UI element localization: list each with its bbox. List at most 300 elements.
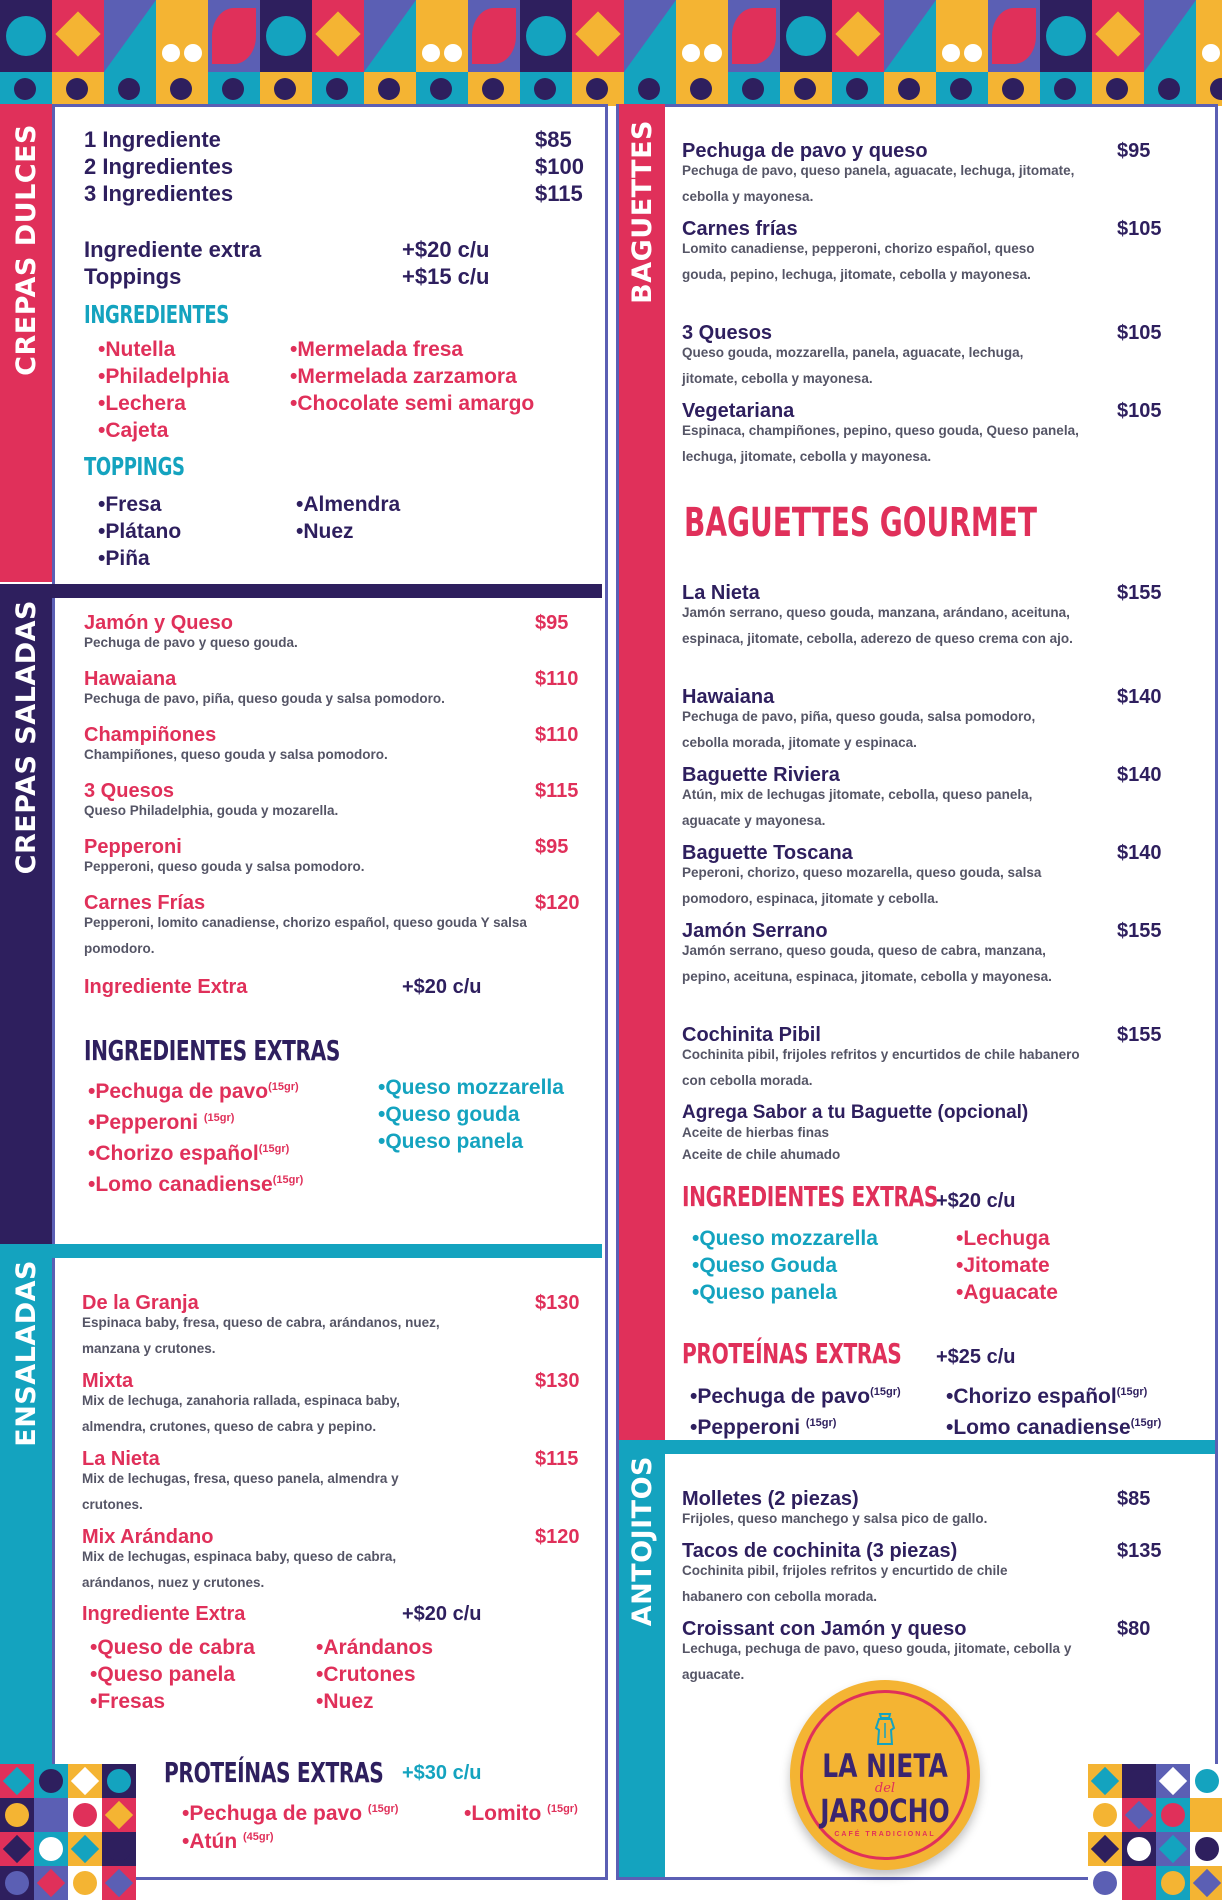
list-item: •Jitomate bbox=[956, 1254, 1050, 1277]
mosaic-cell bbox=[0, 1832, 34, 1866]
menu-item-description: Espinaca, champiñones, pepino, queso gouda, Queso panela, lechuga, jitomate, cebolla y mayonesa. bbox=[682, 423, 1079, 464]
mosaic-circle bbox=[1161, 1871, 1185, 1895]
pattern-tile-lower bbox=[364, 72, 416, 106]
menu-item-price: $120 bbox=[535, 892, 580, 914]
mosaic-circle bbox=[5, 1803, 29, 1827]
menu-item-description: Mix de lechuga, zanahoria rallada, espinaca baby, almendra, crutones, queso de cabra y pepino. bbox=[82, 1393, 400, 1434]
pattern-tile-lower bbox=[260, 72, 312, 106]
list-item: •Queso de cabra bbox=[90, 1636, 255, 1659]
menu-item-name: 3 Quesos bbox=[682, 322, 773, 344]
pattern-dot bbox=[14, 78, 36, 100]
list-item bbox=[88, 1105, 303, 1136]
bg-proteinas-list-right bbox=[946, 1379, 1161, 1441]
menu-item-description: Peperoni, chorizo, queso mozarella, queso gouda, salsa pomodoro, espinaca, jitomate y cebolla. bbox=[682, 865, 1042, 906]
list-item-weight: (15gr) bbox=[870, 1386, 901, 1398]
pattern-tile-upper bbox=[832, 0, 884, 72]
en-proteina-1: •Pechuga de pavo $^{(15gr)}$ bbox=[182, 1802, 399, 1825]
pattern-tile-upper bbox=[260, 0, 312, 72]
mosaic-cell bbox=[1156, 1764, 1190, 1798]
mosaic-circle bbox=[39, 1837, 63, 1861]
pattern-circle bbox=[266, 16, 306, 56]
pattern-dot bbox=[66, 78, 88, 100]
divider-crepas-saladas bbox=[52, 584, 602, 598]
pattern-dot bbox=[184, 44, 202, 62]
mosaic-cell bbox=[0, 1764, 34, 1798]
menu-item-name: 3 Quesos bbox=[84, 780, 175, 802]
mosaic-diamond bbox=[105, 1801, 133, 1829]
pattern-tile bbox=[728, 0, 780, 106]
cs-extra-name: Ingrediente Extra bbox=[84, 976, 248, 998]
mosaic-diamond bbox=[1125, 1801, 1153, 1829]
menu-item-description: Mix de lechugas, espinaca baby, queso de cabra, arándanos, nuez y crutones. bbox=[82, 1549, 397, 1590]
pattern-tile-lower bbox=[624, 72, 676, 106]
size-option-name: 1 Ingrediente bbox=[84, 127, 221, 152]
pattern-tile bbox=[312, 0, 364, 106]
extra-option-price: +$20 c/u bbox=[402, 237, 490, 262]
section-label-baguettes: BAGUETTES bbox=[626, 120, 658, 304]
menu-item-name: Pepperoni bbox=[84, 836, 182, 858]
pattern-tile bbox=[208, 0, 260, 106]
mosaic-cell bbox=[1156, 1798, 1190, 1832]
menu-item-description: Pechuga de pavo y queso gouda. bbox=[84, 635, 298, 650]
menu-item-name: Vegetariana bbox=[682, 400, 795, 422]
list-item-name: •Chorizo español bbox=[946, 1385, 1117, 1408]
list-item-name: •Pechuga de pavo bbox=[88, 1080, 269, 1103]
pattern-tile bbox=[104, 0, 156, 106]
en-extra-price: +$20 c/u bbox=[402, 1603, 482, 1625]
mosaic-cell bbox=[1190, 1798, 1222, 1832]
menu-item-name: Cochinita Pibil bbox=[682, 1024, 821, 1046]
pattern-tile-upper bbox=[1144, 0, 1196, 72]
list-item: •Queso panela bbox=[378, 1130, 524, 1153]
bg-extras-list-left bbox=[692, 1225, 878, 1306]
pattern-tile-upper bbox=[624, 0, 676, 72]
mosaic-circle bbox=[1127, 1769, 1151, 1793]
list-item: •Nutella bbox=[98, 338, 176, 361]
menu-item-price: $135 bbox=[1117, 1540, 1162, 1562]
pattern-tile bbox=[624, 0, 676, 106]
list-item bbox=[946, 1379, 1161, 1410]
pattern-tile-lower bbox=[1144, 72, 1196, 106]
pattern-dot bbox=[704, 44, 722, 62]
pattern-tile-upper bbox=[104, 0, 156, 72]
list-item-weight: (15gr) bbox=[203, 1112, 235, 1124]
pattern-tile bbox=[156, 0, 208, 106]
pattern-tile-lower bbox=[728, 72, 780, 106]
mosaic-diamond bbox=[1159, 1767, 1187, 1795]
menu-item-name: La Nieta bbox=[682, 582, 760, 604]
pattern-tile bbox=[572, 0, 624, 106]
list-item: •Mermelada fresa bbox=[290, 338, 464, 361]
menu-item-name: Baguette Riviera bbox=[682, 764, 840, 786]
pattern-dot bbox=[430, 78, 452, 100]
pattern-tile-upper bbox=[52, 0, 104, 72]
pattern-tile-upper bbox=[988, 0, 1040, 72]
menu-item-price: $80 bbox=[1117, 1618, 1151, 1640]
mosaic-circle bbox=[1127, 1837, 1151, 1861]
mosaic-cell bbox=[1122, 1764, 1156, 1798]
section-label-ensaladas: ENSALADAS bbox=[10, 1260, 42, 1447]
pattern-tile bbox=[1196, 0, 1222, 106]
pattern-dot bbox=[690, 78, 712, 100]
logo-line-4: CAFÉ TRADICIONAL bbox=[834, 1831, 936, 1838]
pattern-tile-lower bbox=[208, 72, 260, 106]
pattern-tile-lower bbox=[104, 72, 156, 106]
pattern-tile-upper bbox=[1040, 0, 1092, 72]
pattern-diamond bbox=[1095, 11, 1140, 56]
pattern-dot bbox=[1158, 78, 1180, 100]
menu-item-price: $155 bbox=[1117, 920, 1162, 942]
mosaic-diamond bbox=[1091, 1835, 1119, 1863]
pattern-dot bbox=[1054, 78, 1076, 100]
pattern-tile-upper bbox=[1092, 0, 1144, 72]
pattern-dot bbox=[742, 78, 764, 100]
list-item: •Crutones bbox=[316, 1663, 416, 1686]
list-item: •Queso mozzarella bbox=[692, 1227, 878, 1250]
menu-item-price: $85 bbox=[1117, 1488, 1151, 1510]
pattern-dot bbox=[274, 78, 296, 100]
pattern-circle bbox=[1046, 16, 1086, 56]
pattern-tile-lower bbox=[884, 72, 936, 106]
menu-item-description: Pechuga de pavo, piña, queso gouda, salsa pomodoro, cebolla morada, jitomate y espinaca. bbox=[682, 709, 1036, 750]
mosaic-cell bbox=[34, 1764, 68, 1798]
pattern-tile bbox=[0, 0, 52, 106]
pattern-dot bbox=[950, 78, 972, 100]
mosaic-circle bbox=[73, 1871, 97, 1895]
mosaic-diamond bbox=[3, 1835, 31, 1863]
list-item: •Arándanos bbox=[316, 1636, 434, 1659]
size-option-price: $115 bbox=[535, 181, 583, 206]
ingredientes-list-left bbox=[98, 336, 229, 444]
pattern-tile-upper bbox=[468, 0, 520, 72]
list-item: •Almendra bbox=[296, 493, 401, 516]
pattern-dot bbox=[170, 78, 192, 100]
pattern-tile bbox=[780, 0, 832, 106]
decorative-mosaic-bottom-right bbox=[1088, 1764, 1222, 1900]
mosaic-cell bbox=[102, 1832, 136, 1866]
pattern-dot bbox=[378, 78, 400, 100]
pattern-triangle bbox=[1144, 0, 1196, 72]
size-option-price: $100 bbox=[535, 154, 584, 179]
divider-antojitos bbox=[619, 1440, 1215, 1454]
en-extras-list-left bbox=[90, 1634, 255, 1715]
list-item bbox=[88, 1074, 303, 1105]
mosaic-cell bbox=[68, 1866, 102, 1900]
list-item-name: •Pepperoni bbox=[690, 1416, 806, 1439]
menu-item-price: $140 bbox=[1117, 686, 1162, 708]
menu-item-name: Molletes (2 piezas) bbox=[682, 1488, 859, 1510]
list-item bbox=[88, 1136, 303, 1167]
menu-item-description: Pepperoni, lomito canadiense, chorizo español, queso gouda Y salsa pomodoro. bbox=[84, 915, 527, 956]
pattern-tile-upper bbox=[572, 0, 624, 72]
mosaic-cell bbox=[1190, 1832, 1222, 1866]
mosaic-circle bbox=[1195, 1837, 1219, 1861]
list-item bbox=[690, 1410, 901, 1441]
en-proteinas-price: +$30 c/u bbox=[402, 1762, 482, 1784]
mosaic-diamond bbox=[37, 1801, 65, 1829]
pattern-dot bbox=[444, 44, 462, 62]
mosaic-cell bbox=[1088, 1832, 1122, 1866]
pattern-circle bbox=[6, 16, 46, 56]
mosaic-cell bbox=[1122, 1798, 1156, 1832]
menu-item-price: $95 bbox=[535, 612, 569, 634]
list-item-name: •Chorizo español bbox=[88, 1142, 259, 1165]
en-extras-list-right bbox=[316, 1634, 433, 1715]
menu-item-price: $95 bbox=[1117, 140, 1151, 162]
pattern-dot bbox=[964, 44, 982, 62]
mosaic-cell bbox=[34, 1832, 68, 1866]
list-item: •Mermelada zarzamora bbox=[290, 365, 517, 388]
bg-proteinas-price: +$25 c/u bbox=[936, 1346, 1016, 1368]
list-item: •Queso mozzarella bbox=[378, 1076, 564, 1099]
pattern-petal bbox=[472, 8, 516, 64]
menu-item-name: Jamón Serrano bbox=[682, 920, 828, 942]
pattern-tile-lower bbox=[1092, 72, 1144, 106]
pattern-diamond bbox=[55, 11, 100, 56]
mosaic-diamond bbox=[1159, 1835, 1187, 1863]
menu-item-name: Mixta bbox=[82, 1370, 134, 1392]
mosaic-cell bbox=[0, 1866, 34, 1900]
menu-item-name: Hawaiana bbox=[84, 668, 177, 690]
pattern-tile bbox=[936, 0, 988, 106]
pattern-dot bbox=[118, 78, 140, 100]
pattern-tile bbox=[988, 0, 1040, 106]
pattern-tile-lower bbox=[676, 72, 728, 106]
pattern-triangle bbox=[364, 0, 416, 72]
ingredientes-list-right bbox=[290, 336, 534, 417]
pattern-dot bbox=[326, 78, 348, 100]
menu-item-description: Frijoles, queso manchego y salsa pico de gallo. bbox=[682, 1511, 988, 1526]
bg-extras-list-right bbox=[956, 1225, 1058, 1306]
pattern-dot bbox=[482, 78, 504, 100]
size-option-name: 2 Ingredientes bbox=[84, 154, 234, 179]
bg-extras-heading: INGREDIENTES EXTRAS bbox=[682, 1180, 939, 1213]
mosaic-cell bbox=[68, 1832, 102, 1866]
menu-item-name: Hawaiana bbox=[682, 686, 775, 708]
sabor-line-2: Aceite de chile ahumado bbox=[682, 1147, 841, 1162]
pattern-tile-upper bbox=[936, 0, 988, 72]
pattern-tile-upper bbox=[364, 0, 416, 72]
pattern-dot bbox=[534, 78, 556, 100]
pattern-petal bbox=[212, 8, 256, 64]
en-proteina-3: •Atún $^{(45gr)}$ bbox=[182, 1830, 274, 1853]
en-extra-name: Ingrediente Extra bbox=[82, 1603, 246, 1625]
logo-line-3: JAROCHO bbox=[820, 1792, 950, 1830]
list-item: •Lechuga bbox=[956, 1227, 1050, 1250]
list-item-weight: (15gr) bbox=[1116, 1386, 1148, 1398]
menu-item-name: Baguette Toscana bbox=[682, 842, 853, 864]
menu-item-description: Lechuga, pechuga de pavo, queso gouda, jitomate, cebolla y aguacate. bbox=[682, 1641, 1072, 1682]
menu-item-description: Jamón serrano, queso gouda, manzana, arándano, aceituna, espinaca, jitomate, cebolla, aderezo de queso crema con ajo. bbox=[682, 605, 1073, 646]
bg-proteinas-heading: PROTEÍNAS EXTRAS bbox=[682, 1337, 902, 1370]
mosaic-circle bbox=[5, 1871, 29, 1895]
menu-item-description: Lomito canadiense, pepperoni, chorizo español, queso gouda, pepino, lechuga, jitomate, cebolla y mayonesa. bbox=[682, 241, 1035, 282]
pattern-tile-upper bbox=[1196, 0, 1222, 72]
pattern-tile bbox=[520, 0, 572, 106]
mosaic-cell bbox=[0, 1798, 34, 1832]
section-label-crepas-saladas: CREPAS SALADAS bbox=[10, 600, 42, 875]
mosaic-diamond bbox=[3, 1767, 31, 1795]
cs-extras-heading: INGREDIENTES EXTRAS bbox=[84, 1034, 341, 1067]
list-item: •Lechera bbox=[98, 392, 186, 415]
list-item: •Aguacate bbox=[956, 1281, 1058, 1304]
list-item-name: •Pechuga de pavo bbox=[690, 1385, 871, 1408]
pattern-tile-lower bbox=[520, 72, 572, 106]
pattern-diamond bbox=[835, 11, 880, 56]
menu-item-description: Pepperoni, queso gouda y salsa pomodoro. bbox=[84, 859, 365, 874]
decorative-mosaic-bottom-left bbox=[0, 1764, 136, 1900]
mosaic-circle bbox=[1161, 1803, 1185, 1827]
mosaic-diamond bbox=[1125, 1869, 1153, 1897]
pattern-tile bbox=[52, 0, 104, 106]
mosaic-cell bbox=[68, 1764, 102, 1798]
menu-item-name: Carnes frías bbox=[682, 218, 798, 240]
pattern-dot bbox=[794, 78, 816, 100]
list-item-weight: (15gr) bbox=[268, 1081, 299, 1093]
brand-logo bbox=[790, 1680, 980, 1870]
pattern-tile bbox=[364, 0, 416, 106]
toppings-list-right bbox=[296, 491, 400, 545]
pattern-diamond bbox=[315, 11, 360, 56]
pattern-tile-lower bbox=[468, 72, 520, 106]
mosaic-circle bbox=[1093, 1803, 1117, 1827]
menu-item-description: Cochinita pibil, frijoles refritos y encurtido de chile habanero con cebolla morada. bbox=[682, 1563, 1008, 1604]
menu-item-name: Jamón y Queso bbox=[84, 612, 233, 634]
menu-item-description: Cochinita pibil, frijoles refritos y encurtidos de chile habanero con cebolla morada. bbox=[682, 1047, 1080, 1088]
menu-item-price: $105 bbox=[1117, 218, 1162, 240]
mosaic-circle bbox=[107, 1837, 131, 1861]
menu-item-price: $155 bbox=[1117, 582, 1162, 604]
logo-line-1: LA NIETA bbox=[822, 1747, 948, 1785]
mosaic-diamond bbox=[1193, 1869, 1221, 1897]
pattern-tile-upper bbox=[156, 0, 208, 72]
decorative-pattern-band bbox=[0, 0, 1222, 106]
list-item: •Cajeta bbox=[98, 419, 169, 442]
pattern-dot bbox=[222, 78, 244, 100]
toppings-heading: TOPPINGS bbox=[84, 452, 185, 481]
menu-item-name: Croissant con Jamón y queso bbox=[682, 1618, 967, 1640]
menu-item-name: Tacos de cochinita (3 piezas) bbox=[682, 1540, 958, 1562]
pattern-circle bbox=[786, 16, 826, 56]
pattern-dot bbox=[846, 78, 868, 100]
pattern-dot bbox=[942, 44, 960, 62]
pattern-dot bbox=[162, 44, 180, 62]
mosaic-diamond bbox=[1193, 1801, 1221, 1829]
menu-item-price: $105 bbox=[1117, 400, 1162, 422]
pattern-tile-lower bbox=[572, 72, 624, 106]
mosaic-circle bbox=[1195, 1769, 1219, 1793]
mosaic-cell bbox=[102, 1798, 136, 1832]
menu-item-description: Pechuga de pavo, piña, queso gouda y salsa pomodoro. bbox=[84, 691, 445, 706]
pattern-tile-lower bbox=[312, 72, 364, 106]
pattern-tile bbox=[260, 0, 312, 106]
gourmet-heading: BAGUETTES GOURMET bbox=[684, 500, 1037, 546]
mosaic-diamond bbox=[71, 1767, 99, 1795]
toppings-list-left bbox=[98, 491, 181, 572]
mosaic-circle bbox=[39, 1769, 63, 1793]
mosaic-circle bbox=[73, 1803, 97, 1827]
pattern-tile-lower bbox=[832, 72, 884, 106]
mosaic-cell bbox=[68, 1798, 102, 1832]
section-label-antojitos: ANTOJITOS bbox=[626, 1456, 658, 1627]
pattern-tile-lower bbox=[936, 72, 988, 106]
menu-item-description: Queso gouda, mozzarella, panela, aguacate, lechuga, jitomate, cebolla y mayonesa. bbox=[682, 345, 1024, 386]
sabor-title: Agrega Sabor a tu Baguette (opcional) bbox=[682, 1102, 1029, 1123]
list-item-name: •Lomo canadiense bbox=[88, 1173, 273, 1196]
logo-text bbox=[802, 1712, 968, 1838]
en-proteinas-heading: PROTEÍNAS EXTRAS bbox=[164, 1756, 384, 1789]
list-item: •Queso Gouda bbox=[692, 1254, 838, 1277]
pattern-tile-upper bbox=[884, 0, 936, 72]
list-item-name: •Lomo canadiense bbox=[946, 1416, 1131, 1439]
menu-item-description: Pechuga de pavo, queso panela, aguacate, lechuga, jitomate, cebolla y mayonesa. bbox=[682, 163, 1075, 204]
menu-item-name: Mix Arándano bbox=[82, 1526, 214, 1548]
mosaic-cell bbox=[34, 1866, 68, 1900]
menu-item-price: $115 bbox=[535, 1448, 579, 1470]
menu-item-description: Champiñones, queso gouda y salsa pomodoro. bbox=[84, 747, 388, 762]
bar-baguettes bbox=[619, 104, 665, 1440]
pattern-tile-lower bbox=[780, 72, 832, 106]
list-item: •Philadelphia bbox=[98, 365, 230, 388]
pattern-tile-lower bbox=[52, 72, 104, 106]
size-option-name: 3 Ingredientes bbox=[84, 181, 234, 206]
pattern-dot bbox=[1002, 78, 1024, 100]
menu-item-description: Jamón serrano, queso gouda, queso de cabra, manzana, pepino, aceituna, espinaca, jitomate, cebolla y mayonesa. bbox=[682, 943, 1052, 984]
list-item bbox=[88, 1167, 303, 1198]
mosaic-cell bbox=[1190, 1866, 1222, 1900]
menu-item-name: Carnes Frías bbox=[84, 892, 206, 914]
section-label-crepas-dulces: CREPAS DULCES bbox=[10, 124, 42, 376]
extra-option-name: Ingrediente extra bbox=[84, 237, 262, 262]
list-item-weight: (15gr) bbox=[258, 1143, 290, 1155]
pattern-tile-upper bbox=[312, 0, 364, 72]
list-item bbox=[946, 1410, 1161, 1441]
menu-item-price: $130 bbox=[535, 1370, 580, 1392]
bar-crepas-dulces bbox=[0, 104, 52, 582]
mosaic-diamond bbox=[37, 1869, 65, 1897]
pattern-tile bbox=[832, 0, 884, 106]
mosaic-cell bbox=[1156, 1832, 1190, 1866]
bar-crepas-saladas bbox=[0, 584, 52, 1244]
menu-item-price: $140 bbox=[1117, 764, 1162, 786]
menu-item-price: $105 bbox=[1117, 322, 1162, 344]
menu-item-description: Espinaca baby, fresa, queso de cabra, arándanos, nuez, manzana y crutones. bbox=[82, 1315, 440, 1356]
list-item: •Nuez bbox=[296, 520, 354, 543]
mosaic-cell bbox=[1088, 1764, 1122, 1798]
mosaic-cell bbox=[1088, 1798, 1122, 1832]
pattern-tile-upper bbox=[520, 0, 572, 72]
mosaic-diamond bbox=[71, 1835, 99, 1863]
pattern-tile-upper bbox=[416, 0, 468, 72]
pattern-dot bbox=[682, 44, 700, 62]
bg-extras-price: +$20 c/u bbox=[936, 1190, 1016, 1212]
sabor-line-1: Aceite de hierbas finas bbox=[682, 1125, 830, 1140]
pattern-dot bbox=[1106, 78, 1128, 100]
pattern-tile bbox=[884, 0, 936, 106]
mosaic-circle bbox=[107, 1769, 131, 1793]
mosaic-cell bbox=[34, 1798, 68, 1832]
extra-option-price: +$15 c/u bbox=[402, 264, 490, 289]
pattern-diamond bbox=[575, 11, 620, 56]
menu-item-name: De la Granja bbox=[82, 1292, 199, 1314]
pattern-tile-lower bbox=[0, 72, 52, 106]
list-item-weight: (15gr) bbox=[1130, 1417, 1162, 1429]
divider-ensaladas bbox=[52, 1244, 602, 1258]
list-item: •Fresas bbox=[90, 1690, 166, 1713]
menu-item-name: Champiñones bbox=[84, 724, 217, 746]
menu-item-price: $115 bbox=[535, 780, 579, 802]
ingredientes-heading: INGREDIENTES bbox=[84, 300, 229, 329]
